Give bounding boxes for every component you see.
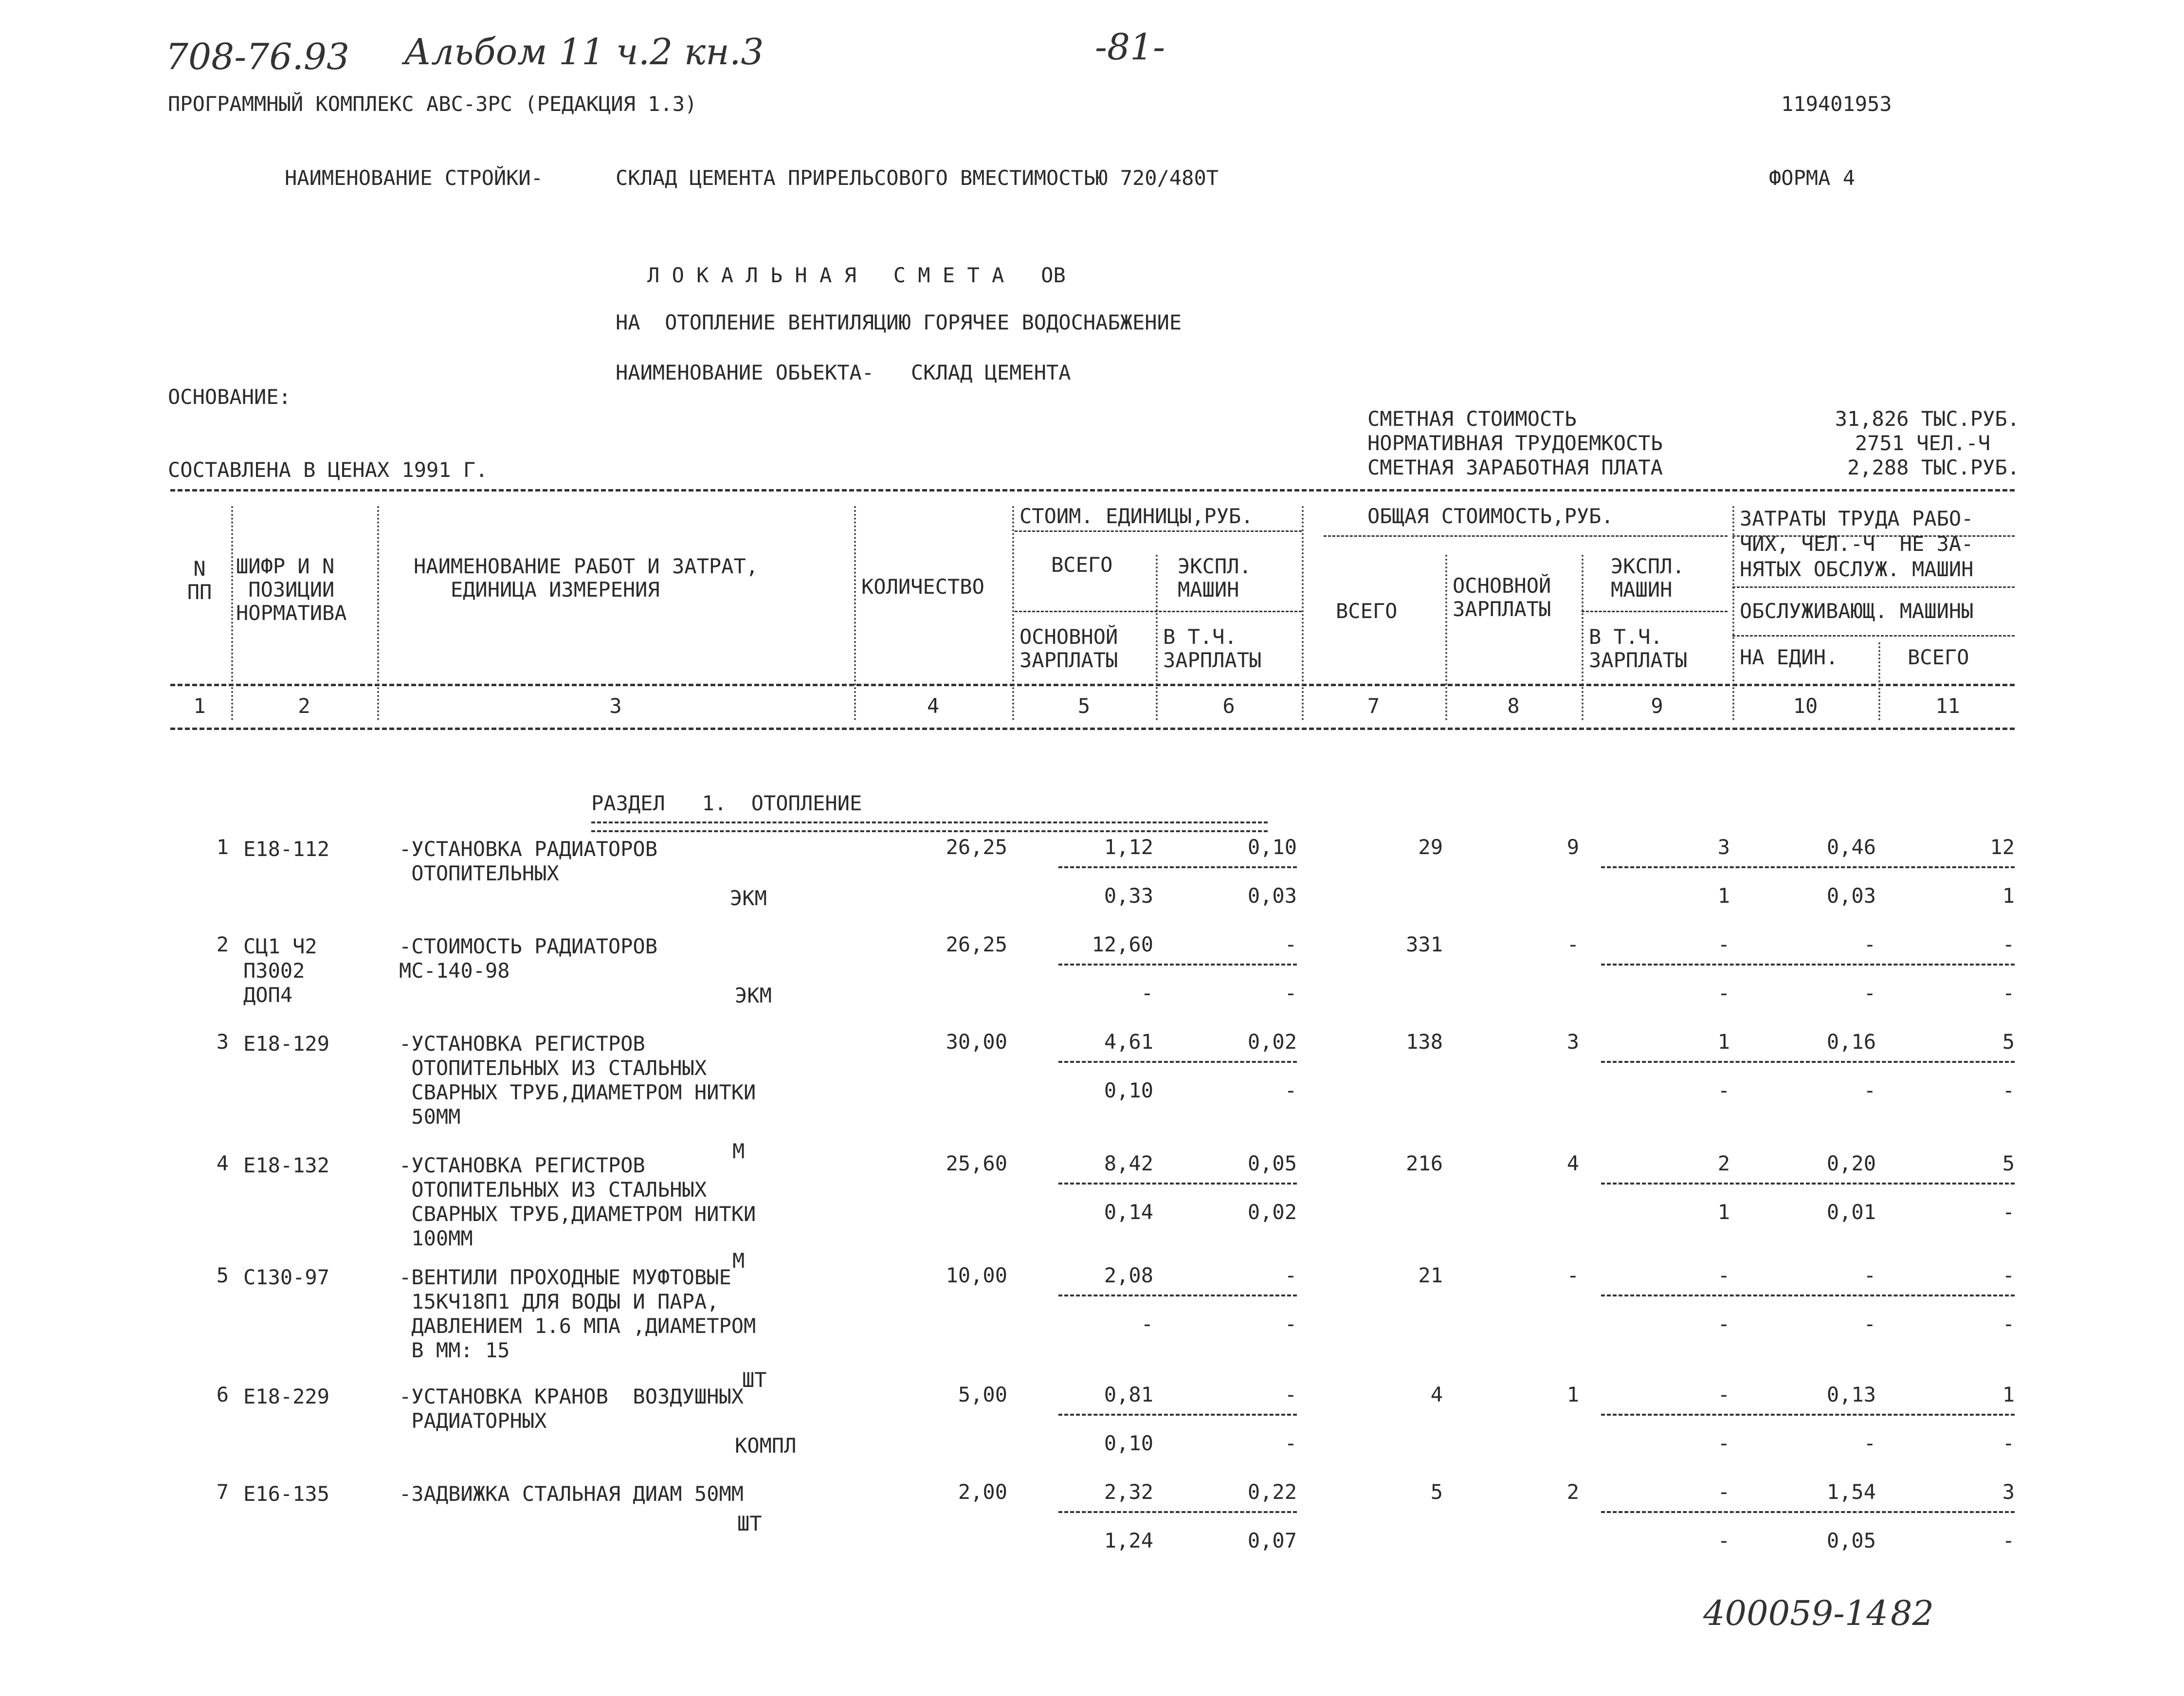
row-total-wage: 3 (1566, 1030, 1579, 1054)
col-sep-5 (1156, 555, 1158, 720)
row-code: Е18-132 (243, 1153, 330, 1177)
row-total-incl: - (1717, 1529, 1730, 1552)
row-total-exp: - (1717, 1383, 1730, 1406)
row-unit-total: 4,61 (1104, 1030, 1153, 1054)
total-cost-rule (1324, 535, 1728, 537)
row-code: Е18-229 (243, 1385, 330, 1408)
row-unit-wage: 0,10 (1104, 1431, 1153, 1455)
construction-value: СКЛАД ЦЕМЕНТА ПРИРЕЛЬСОВОГО ВМЕСТИМОСТЬЮ 720/480Т (616, 166, 1219, 190)
col-number-6: 6 (1222, 694, 1235, 718)
row-labor-unit: 1,54 (1826, 1480, 1876, 1504)
document-title: Л О К А Л Ь Н А Я С М Е Т А ОВ (647, 263, 1066, 287)
row-unit: ЭКМ (730, 886, 767, 910)
row-number: 7 (216, 1480, 229, 1504)
col-sep-10 (1878, 642, 1880, 720)
row-labor-all: - (2002, 1263, 2015, 1287)
row-unit-exp: - (1284, 1263, 1297, 1287)
col-sep-8 (1582, 555, 1583, 720)
row-labor-unit: 0,13 (1826, 1383, 1876, 1406)
row-unit-total: 2,08 (1104, 1263, 1153, 1287)
row-unit-exp: - (1284, 1383, 1297, 1406)
row-unit-divider (1058, 964, 1297, 966)
header-total-incl: В Т.Ч. ЗАРПЛАТЫ (1589, 625, 1688, 672)
row-unit-exp: 0,22 (1247, 1480, 1297, 1504)
row-unit-divider (1058, 1511, 1297, 1513)
row-labor-all-service: - (2002, 1431, 2015, 1455)
row-total-cost: 216 (1406, 1151, 1443, 1175)
row-total-exp: 2 (1717, 1151, 1730, 1175)
section-title: РАЗДЕЛ 1. ОТОПЛЕНИЕ (591, 791, 862, 815)
row-code: Е18-112 (243, 837, 330, 861)
row-total-wage: - (1566, 1263, 1579, 1287)
col-number-10: 10 (1793, 694, 1818, 718)
row-name: -УСТАНОВКА РАДИАТОРОВ ОТОПИТЕЛЬНЫХ (399, 837, 658, 885)
row-labor-all: 12 (1990, 835, 2015, 859)
row-total-incl: 1 (1717, 1200, 1730, 1224)
row-quantity: 2,00 (958, 1480, 1007, 1504)
row-unit-total: 2,32 (1104, 1480, 1153, 1504)
col-number-7: 7 (1367, 694, 1380, 718)
row-labor-all-service: - (2002, 981, 2015, 1005)
col-sep-9 (1732, 506, 1734, 720)
col-number-4: 4 (927, 694, 940, 718)
row-name: -ЗАДВИЖКА СТАЛЬНАЯ ДИАМ 50ММ (399, 1482, 744, 1506)
row-total-exp: - (1717, 1480, 1730, 1504)
col-sep-7 (1445, 555, 1447, 720)
handwritten-page-number: -81- (1095, 26, 1165, 68)
row-labor-all: 3 (2002, 1480, 2015, 1504)
row-unit-total: 12,60 (1092, 932, 1153, 956)
row-labor-all-service: 1 (2002, 884, 2015, 908)
row-total-cost: 5 (1430, 1480, 1443, 1504)
header-labor-unit: НА ЕДИН. (1740, 645, 1838, 669)
row-unit-wage: - (1141, 1312, 1153, 1336)
row-labor-all: 5 (2002, 1151, 2015, 1175)
row-quantity: 5,00 (958, 1383, 1007, 1406)
row-quantity: 26,25 (946, 835, 1007, 859)
row-unit-wage: 0,14 (1104, 1200, 1153, 1224)
row-unit-incl: - (1284, 981, 1297, 1005)
col-sep-2 (377, 506, 379, 720)
form-number: ФОРМА 4 (1769, 166, 1856, 190)
row-unit-incl: 0,07 (1247, 1529, 1297, 1552)
row-code: СЦ1 Ч2 П3002 ДОП4 (243, 934, 317, 1007)
row-unit-wage: 0,33 (1104, 884, 1153, 908)
program-name: ПРОГРАММНЫЙ КОМПЛЕКС АВС-3РС (РЕДАКЦИЯ 1.3) (168, 92, 697, 116)
col-sep-1 (231, 506, 233, 720)
row-total-divider (1601, 964, 2015, 966)
header-top-rule (170, 489, 2015, 492)
col-number-11: 11 (1935, 694, 1960, 718)
row-total-incl: 1 (1717, 884, 1730, 908)
row-unit-wage: - (1141, 981, 1153, 1005)
summary-labor-value: 2751 ЧЕЛ.-Ч (1855, 431, 1990, 455)
row-unit: ЭКМ (735, 984, 772, 1007)
row-labor-unit-service: 0,05 (1826, 1529, 1876, 1552)
row-total-divider (1601, 1061, 2015, 1063)
row-unit: М (732, 1249, 745, 1273)
row-total-incl: - (1717, 1312, 1730, 1336)
row-unit-total: 8,42 (1104, 1151, 1153, 1175)
row-unit-total: 1,12 (1104, 835, 1153, 859)
row-quantity: 10,00 (946, 1263, 1007, 1287)
row-unit-divider (1058, 1061, 1297, 1063)
section-title-underline (591, 821, 1268, 832)
row-labor-unit: 0,46 (1826, 835, 1876, 859)
row-total-exp: 1 (1717, 1030, 1730, 1054)
row-quantity: 30,00 (946, 1030, 1007, 1054)
col-sep-4 (1012, 506, 1014, 720)
row-total-cost: 138 (1406, 1030, 1443, 1054)
row-unit: ШТ (737, 1512, 762, 1535)
header-labor: ЗАТРАТЫ ТРУДА РАБО- ЧИХ, ЧЕЛ.-Ч НЕ ЗА- НЯТЫХ ОБСЛУЖ. МАШИН (1740, 507, 1974, 581)
summary-wage-label: СМЕТНАЯ ЗАРАБОТНАЯ ПЛАТА (1367, 456, 1663, 479)
summary-cost-label: СМЕТНАЯ СТОИМОСТЬ (1367, 407, 1577, 431)
row-unit-exp: 0,05 (1247, 1151, 1297, 1175)
row-total-divider (1601, 866, 2015, 868)
row-number: 5 (216, 1263, 229, 1287)
row-name: -УСТАНОВКА РЕГИСТРОВ ОТОПИТЕЛЬНЫХ ИЗ СТАЛЬНЫХ СВАРНЫХ ТРУБ,ДИАМЕТРОМ НИТКИ 100ММ (399, 1153, 756, 1250)
row-code: С130-97 (243, 1265, 330, 1289)
handwritten-doc-code: 708-76.93 (165, 36, 350, 78)
col-number-5: 5 (1077, 694, 1091, 718)
row-unit-incl: - (1284, 1312, 1297, 1336)
row-total-divider (1601, 1183, 2015, 1185)
row-total-divider (1601, 1511, 2015, 1513)
row-labor-unit-service: - (1863, 1431, 1876, 1455)
header-unit-wage: ОСНОВНОЙ ЗАРПЛАТЫ (1019, 625, 1118, 672)
basis-label: ОСНОВАНИЕ: (168, 385, 291, 409)
handwritten-stamp: 400059-14 (1703, 1593, 1888, 1633)
col-number-9: 9 (1651, 694, 1663, 718)
row-labor-unit: - (1863, 932, 1876, 956)
row-name: -ВЕНТИЛИ ПРОХОДНЫЕ МУФТОВЫЕ 15КЧ18П1 ДЛЯ ВОДЫ И ПАРА, ДАВЛЕНИЕМ 1.6 МПА ,ДИАМЕТРОМ В ММ: 15 (399, 1265, 756, 1362)
row-unit-incl: - (1284, 1078, 1297, 1102)
document-subtitle: НА ОТОПЛЕНИЕ ВЕНТИЛЯЦИЮ ГОРЯЧЕЕ ВОДОСНАБЖЕНИЕ (616, 310, 1182, 334)
row-unit-incl: 0,03 (1247, 884, 1297, 908)
col-number-8: 8 (1507, 694, 1520, 718)
handwritten-album: Альбом 11 ч.2 кн.3 (404, 31, 764, 73)
row-unit: ШТ (742, 1368, 767, 1392)
handwritten-stamp-page: 82 (1891, 1593, 1934, 1633)
header-total-exp: ЭКСПЛ. МАШИН (1611, 554, 1685, 602)
unit-cost-mid-rule (1015, 611, 1302, 612)
row-unit-incl: - (1284, 1431, 1297, 1455)
document-number: 119401953 (1781, 92, 1892, 116)
header-unit-cost: СТОИМ. ЕДИНИЦЫ,РУБ. (1019, 504, 1254, 528)
col-number-3: 3 (609, 694, 622, 718)
row-total-exp: - (1717, 932, 1730, 956)
row-total-incl: - (1717, 1431, 1730, 1455)
row-unit-divider (1058, 1414, 1297, 1416)
summary-wage-value: 2,288 ТЫС.РУБ. (1847, 456, 2020, 479)
row-number: 3 (216, 1030, 229, 1054)
row-unit-divider (1058, 866, 1297, 868)
row-code: Е18-129 (243, 1032, 330, 1056)
row-labor-unit-service: 0,01 (1826, 1200, 1876, 1224)
row-labor-all: - (2002, 932, 2015, 956)
row-unit-exp: 0,10 (1247, 835, 1297, 859)
header-total-all: ВСЕГО (1336, 599, 1398, 623)
row-number: 4 (216, 1151, 229, 1175)
row-unit-divider (1058, 1295, 1297, 1296)
row-unit-incl: 0,02 (1247, 1200, 1297, 1224)
row-total-wage: 9 (1566, 835, 1579, 859)
row-labor-all-service: - (2002, 1200, 2015, 1224)
construction-label: НАИМЕНОВАНИЕ СТРОЙКИ- (285, 166, 544, 190)
row-labor-all: 1 (2002, 1383, 2015, 1406)
row-number: 2 (216, 932, 229, 956)
row-labor-all-service: - (2002, 1078, 2015, 1102)
col-sep-6 (1302, 506, 1304, 720)
row-labor-unit-service: - (1863, 1312, 1876, 1336)
row-unit-divider (1058, 1183, 1297, 1185)
row-name: -СТОИМОСТЬ РАДИАТОРОВ МС-140-98 (399, 934, 658, 983)
row-unit-exp: - (1284, 932, 1297, 956)
row-code: Е16-135 (243, 1482, 330, 1506)
row-unit: КОМПЛ (735, 1434, 797, 1458)
row-total-exp: 3 (1717, 835, 1730, 859)
price-basis: СОСТАВЛЕНА В ЦЕНАХ 1991 Г. (168, 458, 488, 482)
row-labor-all: 5 (2002, 1030, 2015, 1054)
header-col-code: ШИФР И N ПОЗИЦИИ НОРМАТИВА (236, 554, 347, 625)
header-col-number: N ПП (187, 557, 212, 604)
row-total-wage: 1 (1566, 1383, 1579, 1406)
row-unit-exp: 0,02 (1247, 1030, 1297, 1054)
col-number-2: 2 (298, 694, 310, 718)
row-labor-all-service: - (2002, 1529, 2015, 1552)
row-labor-unit-service: 0,03 (1826, 884, 1876, 908)
row-total-cost: 29 (1418, 835, 1443, 859)
labor-rule-3 (1732, 635, 2015, 637)
header-unit-total: ВСЕГО (1051, 553, 1113, 577)
row-total-divider (1601, 1414, 2015, 1416)
row-labor-unit-service: - (1863, 1078, 1876, 1102)
row-number: 6 (216, 1383, 229, 1406)
row-total-incl: - (1717, 981, 1730, 1005)
header-labor-all: ВСЕГО (1908, 645, 1969, 669)
header-unit-exp: ЭКСПЛ. МАШИН (1178, 554, 1252, 602)
header-unit-incl: В Т.Ч. ЗАРПЛАТЫ (1163, 625, 1262, 672)
row-total-cost: 331 (1406, 932, 1443, 956)
row-labor-unit-service: - (1863, 981, 1876, 1005)
row-total-divider (1601, 1295, 2015, 1296)
row-unit-wage: 0,10 (1104, 1078, 1153, 1102)
row-unit-wage: 1,24 (1104, 1529, 1153, 1552)
summary-labor-label: НОРМАТИВНАЯ ТРУДОЕМКОСТЬ (1367, 431, 1663, 455)
row-total-wage: 2 (1566, 1480, 1579, 1504)
labor-rule-2 (1732, 586, 2015, 588)
row-labor-all-service: - (2002, 1312, 2015, 1336)
row-total-incl: - (1717, 1078, 1730, 1102)
row-labor-unit: 0,20 (1826, 1151, 1876, 1175)
header-total-wage: ОСНОВНОЙ ЗАРПЛАТЫ (1453, 574, 1551, 621)
header-total-cost: ОБЩАЯ СТОИМОСТЬ,РУБ. (1367, 504, 1614, 528)
row-unit: М (732, 1139, 745, 1163)
row-total-wage: - (1566, 932, 1579, 956)
object-name: НАИМЕНОВАНИЕ ОБЬЕКТА- СКЛАД ЦЕМЕНТА (616, 361, 1071, 384)
row-name: -УСТАНОВКА РЕГИСТРОВ ОТОПИТЕЛЬНЫХ ИЗ СТАЛЬНЫХ СВАРНЫХ ТРУБ,ДИАМЕТРОМ НИТКИ 50ММ (399, 1032, 756, 1129)
row-labor-unit: - (1863, 1263, 1876, 1287)
row-labor-unit: 0,16 (1826, 1030, 1876, 1054)
row-total-wage: 4 (1566, 1151, 1579, 1175)
row-total-exp: - (1717, 1263, 1730, 1287)
header-col-quantity: КОЛИЧЕСТВО (861, 575, 984, 599)
unit-cost-rule (1015, 530, 1302, 532)
summary-cost-value: 31,826 ТЫС.РУБ. (1835, 407, 2020, 431)
row-total-cost: 4 (1430, 1383, 1443, 1406)
col-sep-3 (854, 506, 856, 720)
header-bottom-rule (170, 684, 2015, 686)
header-col-name: НАИМЕНОВАНИЕ РАБОТ И ЗАТРАТ, ЕДИНИЦА ИЗМЕРЕНИЯ (414, 554, 759, 602)
row-quantity: 26,25 (946, 932, 1007, 956)
row-total-cost: 21 (1418, 1263, 1443, 1287)
numbers-bottom-rule (170, 728, 2015, 730)
row-name: -УСТАНОВКА КРАНОВ ВОЗДУШНЫХ РАДИАТОРНЫХ (399, 1385, 744, 1433)
row-quantity: 25,60 (946, 1151, 1007, 1175)
total-exp-mid-rule (1582, 611, 1728, 612)
col-number-1: 1 (193, 694, 206, 718)
row-number: 1 (216, 835, 229, 859)
header-labor-service: ОБСЛУЖИВАЮЩ. МАШИНЫ (1740, 599, 1974, 623)
row-unit-total: 0,81 (1104, 1383, 1153, 1406)
